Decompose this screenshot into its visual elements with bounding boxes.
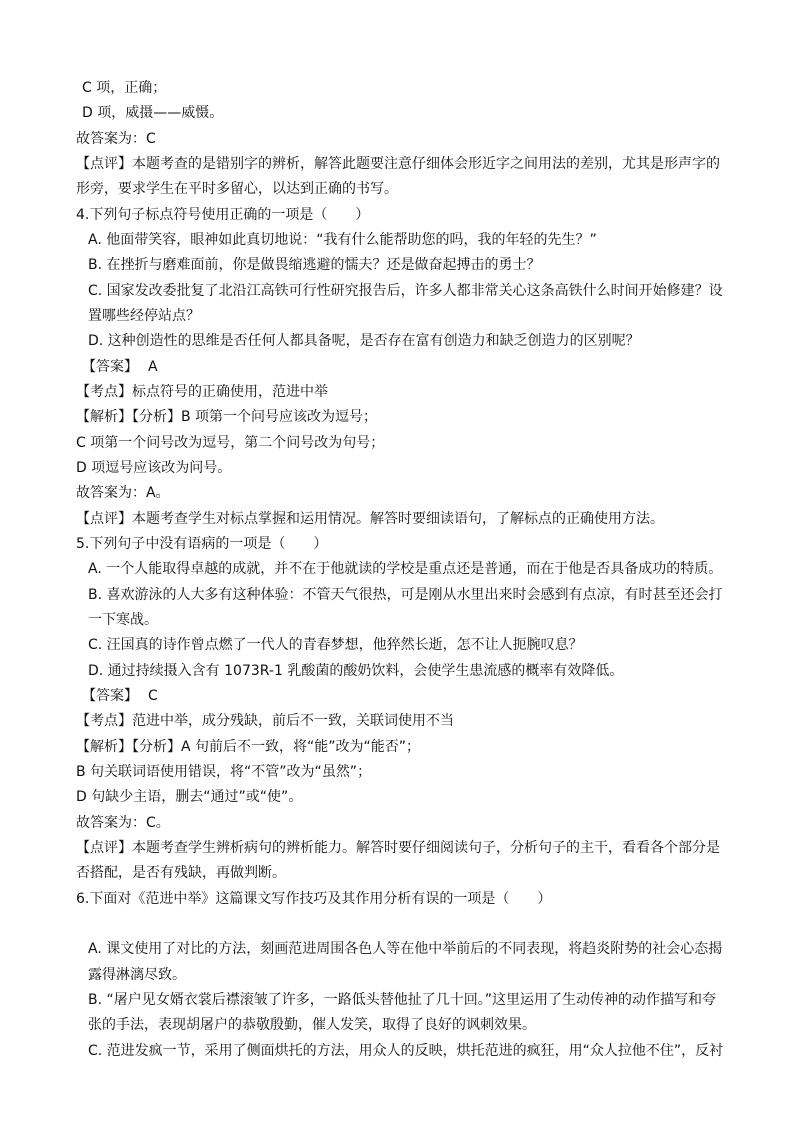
question-5-option-c: C. 汪国真的诗作曾点燃了一代人的青春梦想，他猝然长逝，怎不让人扼腕叹息？ bbox=[88, 637, 583, 653]
question-6-option-a: A. 课文使用了对比的方法，刻画范进周围各色人等在他中举前后的不同表现，将趋炎附势的社会心态揭 bbox=[88, 941, 723, 957]
answer-label: 【答案】 bbox=[82, 688, 138, 704]
question-5-option-b-cont: 一下寒战。 bbox=[88, 612, 158, 628]
question-5-option-d: D. 通过持续摄入含有 1073R-1 乳酸菌的酸奶饮料，会使学生患流感的概率有效降低。 bbox=[88, 663, 624, 679]
question-4-analysis: C 项第一个问号改为逗号，第二个问号改为句号； bbox=[76, 435, 385, 451]
question-5-point: 【考点】范进中举，成分残缺，前后不一致，关联词使用不当 bbox=[76, 713, 454, 729]
question-5-comment: 否搭配，是否有残缺，再做判断。 bbox=[76, 865, 286, 881]
question-4-option-b: B. 在挫折与磨难面前，你是做畏缩逃避的懦夫？还是做奋起搏击的勇士？ bbox=[88, 257, 541, 273]
question-4-point: 【考点】标点符号的正确使用，范进中举 bbox=[76, 384, 328, 400]
question-6-option-b-cont: 张的手法，表现胡屠户的恭敬殷勤，催人发笑，取得了良好的讽刺效果。 bbox=[88, 1017, 536, 1033]
question-6-stem: 6.下面对《范进中举》这篇课文写作技巧及其作用分析有误的一项是（ ） bbox=[76, 891, 552, 907]
question-6-option-a-cont: 露得淋漓尽致。 bbox=[88, 967, 186, 983]
question-5-analysis: 【解析】【分析】A 句前后不一致，将“能”改为“能否”； bbox=[76, 739, 421, 755]
question-4-stem: 4.下列句子标点符号使用正确的一项是（ ） bbox=[76, 207, 370, 223]
question-5-final-answer: 故答案为：C。 bbox=[76, 815, 170, 831]
question-4-answer bbox=[82, 358, 158, 376]
question-5-answer bbox=[82, 687, 158, 705]
option-d-note: D 项，威摄——威慑。 bbox=[82, 105, 224, 121]
answer-label: 【答案】 bbox=[82, 359, 138, 375]
question-5-stem: 5.下列句子中没有语病的一项是（ ） bbox=[76, 536, 328, 552]
answer-value: C bbox=[148, 688, 158, 704]
question-4-option-c: C. 国家发改委批复了北沿江高铁可行性研究报告后，许多人都非常关心这条高铁什么时间开始修建？设 bbox=[88, 283, 723, 299]
question-4-option-d: D. 这种创造性的思维是否任何人都具备呢，是否存在富有创造力和缺乏创造力的区别呢？ bbox=[88, 333, 640, 349]
question-4-final-answer: 故答案为：A。 bbox=[76, 485, 170, 501]
comment-line: 形旁，要求学生在平时多留心，以达到正确的书写。 bbox=[76, 181, 398, 197]
comment-line: 【点评】本题考查的是错别字的辨析，解答此题要注意仔细体会形近字之间用法的差别，尤其是形声字的 bbox=[76, 156, 720, 172]
question-4-option-c-cont: 置哪些经停站点？ bbox=[88, 308, 200, 324]
question-5-option-b: B. 喜欢游泳的人大多有这种体验：不管天气很热，可是刚从水里出来时会感到有点凉，有时甚至还会打 bbox=[88, 587, 723, 603]
answer-line: 故答案为：C bbox=[76, 131, 156, 147]
question-5-comment: 【点评】本题考查学生辨析病句的辨析能力。解答时要仔细阅读句子，分析句子的主干，看看各个部分是 bbox=[76, 840, 720, 856]
question-5-analysis: B 句关联词语使用错误，将“不管”改为“虽然”； bbox=[76, 764, 372, 780]
question-4-analysis: 【解析】【分析】B 项第一个问号应该改为逗号； bbox=[76, 409, 378, 425]
answer-value: A bbox=[148, 359, 158, 375]
question-6-option-b: B. “屠户见女婿衣裳后襟滚皱了许多，一路低头替他扯了几十回。”这里运用了生动传神的动作描写和夸 bbox=[88, 992, 717, 1008]
question-4-comment: 【点评】本题考查学生对标点掌握和运用情况。解答时要细读语句，了解标点的正确使用方法。 bbox=[76, 511, 664, 527]
question-4-analysis: D 项逗号应该改为问号。 bbox=[76, 460, 232, 476]
question-5-analysis: D 句缺少主语，删去“通过”或“使”。 bbox=[76, 789, 303, 805]
question-5-option-a: A. 一个人能取得卓越的成就，并不在于他就读的学校是重点还是普通，而在于他是否具备成功的特质。 bbox=[88, 561, 723, 577]
question-4-option-a: A. 他面带笑容，眼神如此真切地说：“我有什么能帮助您的吗，我的年轻的先生？” bbox=[88, 232, 597, 248]
question-6-option-c: C. 范进发疯一节，采用了侧面烘托的方法，用众人的反映，烘托范进的疯狂，用“众人拉他不住”，反衬 bbox=[88, 1043, 724, 1059]
option-c-note: C 项，正确； bbox=[82, 80, 167, 96]
